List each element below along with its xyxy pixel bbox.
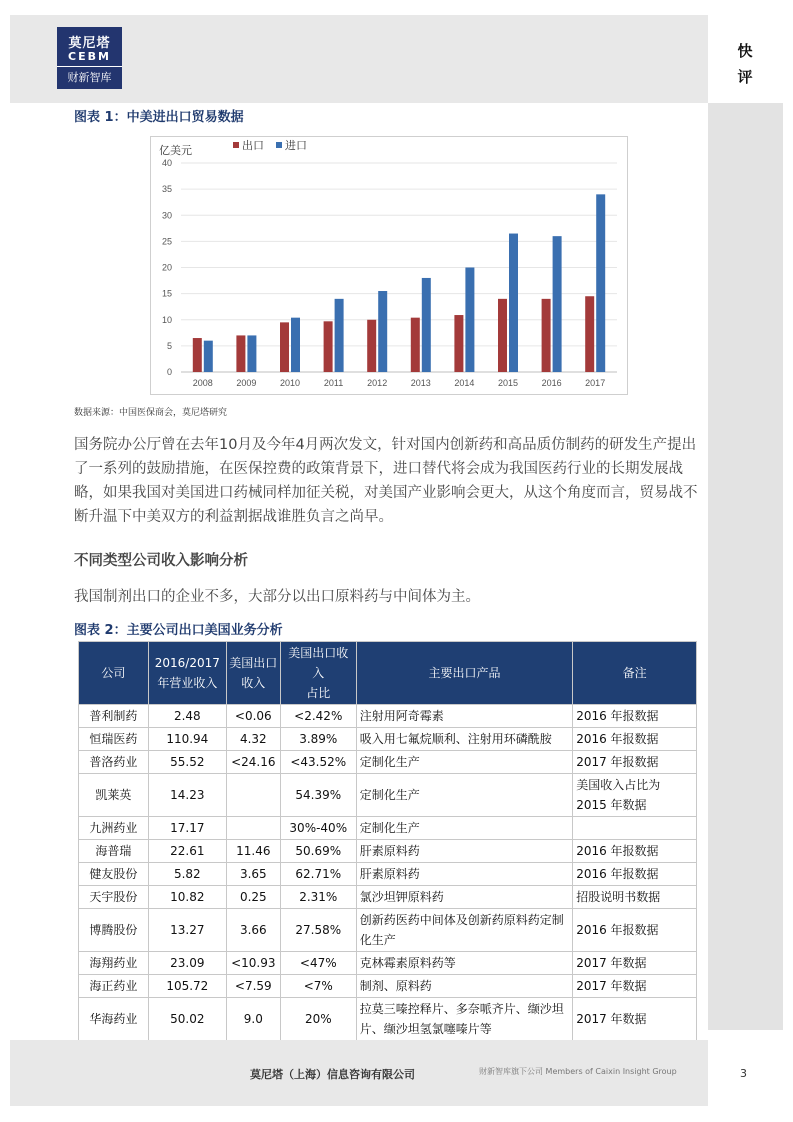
table-row — [79, 975, 697, 998]
y-tick-label: 35 — [161, 184, 172, 195]
cell-revenue: 50.02 — [148, 998, 226, 1041]
y-axis-label: 亿美元 — [159, 144, 192, 157]
cell-revenue: 10.82 — [148, 886, 226, 909]
logo-cn: 莫尼塔 — [68, 36, 111, 51]
cell-products: 注射用阿奇霉素 — [356, 705, 572, 728]
cell-company: 普洛药业 — [79, 751, 149, 774]
bar-import — [378, 291, 387, 372]
table-row — [79, 705, 697, 728]
y-tick-label: 20 — [161, 262, 172, 273]
cell-us-ratio: 27.58% — [280, 909, 356, 952]
bar-export — [585, 296, 594, 372]
header-notes: 备注 — [573, 642, 697, 705]
x-tick-label: 2016 — [541, 378, 562, 388]
cell-company: 普利制药 — [79, 705, 149, 728]
cell-revenue: 105.72 — [148, 975, 226, 998]
sidebar-band — [708, 103, 783, 1030]
x-tick-label: 2008 — [192, 378, 213, 388]
header-products: 主要出口产品 — [356, 642, 572, 705]
cell-revenue: 14.23 — [148, 774, 226, 817]
x-tick-label: 2013 — [410, 378, 431, 388]
cell-us-revenue — [226, 774, 280, 817]
cell-products: 拉莫三嗪控释片、多奈哌齐片、缬沙坦片、缬沙坦氢氯噻嗪片等 — [356, 998, 572, 1041]
cell-notes: 招股说明书数据 — [573, 886, 697, 909]
cell-company: 海正药业 — [79, 975, 149, 998]
legend-swatch — [276, 142, 282, 148]
bar-export — [367, 320, 376, 372]
header-company: 公司 — [79, 642, 149, 705]
bar-export — [454, 315, 463, 372]
header-revenue: 2016/2017 年营业收入 — [148, 642, 226, 705]
x-tick-label: 2017 — [585, 378, 606, 388]
cell-us-revenue: <7.59 — [226, 975, 280, 998]
bar-export — [411, 318, 420, 372]
table-row — [79, 886, 697, 909]
bar-export — [193, 338, 202, 372]
cell-products: 肝素原料药 — [356, 840, 572, 863]
report-type-tag: 快 评 — [737, 42, 753, 86]
bar-import — [291, 318, 300, 372]
cell-company: 博腾股份 — [79, 909, 149, 952]
cell-notes — [573, 817, 697, 840]
table-row — [79, 863, 697, 886]
bar-import — [465, 268, 474, 373]
cell-company: 海翔药业 — [79, 952, 149, 975]
cell-products: 定制化生产 — [356, 751, 572, 774]
footer-company: 莫尼塔（上海）信息咨询有限公司 — [250, 1068, 415, 1081]
cell-products: 氯沙坦钾原料药 — [356, 886, 572, 909]
y-tick-label: 30 — [161, 210, 172, 221]
cell-us-ratio: 20% — [280, 998, 356, 1041]
bar-import — [247, 335, 256, 372]
cell-products: 创新药医药中间体及创新药原料药定制化生产 — [356, 909, 572, 952]
footer-subtitle: 财新智库旗下公司 Members of Caixin Insight Group — [479, 1067, 677, 1076]
cell-notes: 2016 年报数据 — [573, 728, 697, 751]
cell-company: 凯莱英 — [79, 774, 149, 817]
legend-swatch — [233, 142, 239, 148]
cell-notes: 2016 年报数据 — [573, 840, 697, 863]
paragraph-policy: 国务院办公厅曾在去年10月及今年4月两次发文，针对国内创新药和高品质仿制药的研发生产提出了一系列的鼓励措施，在医保控费的政策背景下，进口替代将会成为我国医药行业的长期发展战略，如果我国对美国进口药械同样加征关税，对美国产业影响会更大，从这个角度而言，贸易战不断升温下中美双方的利益割据战谁胜负言之尚早。 — [74, 437, 698, 525]
x-tick-label: 2010 — [279, 378, 301, 388]
figure2-title: 图表 2：主要公司出口美国业务分析 — [74, 623, 283, 638]
legend-label: 进口 — [285, 139, 307, 152]
cell-revenue: 2.48 — [148, 705, 226, 728]
bar-import — [335, 299, 344, 372]
y-tick-label: 40 — [161, 158, 172, 168]
cell-us-ratio: 30%-40% — [280, 817, 356, 840]
x-tick-label: 2009 — [236, 378, 257, 388]
cell-notes: 2017 年数据 — [573, 952, 697, 975]
table-row — [79, 751, 697, 774]
cell-notes: 2017 年报数据 — [573, 751, 697, 774]
cell-products: 定制化生产 — [356, 817, 572, 840]
table-row — [79, 952, 697, 975]
cell-us-revenue: <24.16 — [226, 751, 280, 774]
header-us-revenue: 美国出口 收入 — [226, 642, 280, 705]
bar-export — [324, 321, 333, 372]
cell-us-ratio: <47% — [280, 952, 356, 975]
cell-notes: 2016 年报数据 — [573, 909, 697, 952]
cell-us-ratio: <43.52% — [280, 751, 356, 774]
table-row — [79, 774, 697, 817]
cell-us-ratio: 50.69% — [280, 840, 356, 863]
cell-products: 肝素原料药 — [356, 863, 572, 886]
bar-export — [542, 299, 551, 372]
y-tick-label: 25 — [161, 236, 172, 247]
cell-notes: 2017 年数据 — [573, 975, 697, 998]
logo-sub: 财新智库 — [57, 66, 122, 85]
cell-notes: 美国收入占比为 2015 年数据 — [573, 774, 697, 817]
company-logo — [57, 27, 122, 89]
cell-us-ratio: 54.39% — [280, 774, 356, 817]
cell-notes: 2016 年报数据 — [573, 863, 697, 886]
x-tick-label: 2014 — [454, 378, 475, 388]
bar-import — [422, 278, 431, 372]
trade-bar-chart — [151, 137, 627, 394]
figure1-source: 数据来源：中国医保商会，莫尼塔研究 — [74, 408, 228, 418]
cell-us-ratio: <7% — [280, 975, 356, 998]
x-tick-label: 2012 — [367, 378, 388, 388]
cell-company: 海普瑞 — [79, 840, 149, 863]
logo-en: CEBM — [68, 50, 111, 63]
y-tick-label: 10 — [161, 314, 172, 325]
bar-export — [236, 335, 245, 372]
header-us-ratio: 美国出口收入 占比 — [280, 642, 356, 705]
table-row — [79, 728, 697, 751]
cell-company: 华海药业 — [79, 998, 149, 1041]
y-tick-label: 0 — [166, 367, 172, 377]
cell-us-revenue — [226, 817, 280, 840]
cell-us-ratio: 2.31% — [280, 886, 356, 909]
cell-revenue: 23.09 — [148, 952, 226, 975]
bar-import — [596, 194, 605, 372]
bar-import — [553, 236, 562, 372]
cell-revenue: 13.27 — [148, 909, 226, 952]
cell-us-revenue: 3.66 — [226, 909, 280, 952]
table-row — [79, 998, 697, 1041]
bar-import — [509, 234, 518, 372]
company-export-table — [78, 641, 697, 1041]
cell-revenue: 17.17 — [148, 817, 226, 840]
table-row — [79, 817, 697, 840]
cell-us-ratio: 3.89% — [280, 728, 356, 751]
cell-us-revenue: 9.0 — [226, 998, 280, 1041]
x-tick-label: 2011 — [323, 378, 344, 388]
cell-us-revenue: <10.93 — [226, 952, 280, 975]
table-row — [79, 909, 697, 952]
cell-us-ratio: 62.71% — [280, 863, 356, 886]
x-tick-label: 2015 — [497, 378, 519, 388]
paragraph-export: 我国制剂出口的企业不多，大部分以出口原料药与中间体为主。 — [74, 589, 480, 605]
legend-label: 出口 — [242, 139, 264, 152]
cell-us-revenue: 3.65 — [226, 863, 280, 886]
cell-us-revenue: 11.46 — [226, 840, 280, 863]
y-tick-label: 5 — [166, 340, 172, 351]
y-tick-label: 15 — [161, 288, 172, 299]
cell-revenue: 110.94 — [148, 728, 226, 751]
cell-notes: 2017 年数据 — [573, 998, 697, 1041]
cell-products: 吸入用七氟烷顺利、注射用环磷酰胺 — [356, 728, 572, 751]
page-number: 3 — [740, 1067, 747, 1080]
bar-export — [498, 299, 507, 372]
cell-revenue: 22.61 — [148, 840, 226, 863]
cell-us-revenue: 4.32 — [226, 728, 280, 751]
cell-products: 制剂、原料药 — [356, 975, 572, 998]
cell-company: 恒瑞医药 — [79, 728, 149, 751]
figure1-title: 图表 1：中美进出口贸易数据 — [74, 110, 244, 125]
table-row — [79, 840, 697, 863]
cell-us-revenue: <0.06 — [226, 705, 280, 728]
cell-company: 健友股份 — [79, 863, 149, 886]
bar-import — [204, 341, 213, 372]
cell-products: 克林霉素原料药等 — [356, 952, 572, 975]
cell-us-revenue: 0.25 — [226, 886, 280, 909]
chart-frame — [150, 136, 628, 395]
cell-revenue: 55.52 — [148, 751, 226, 774]
bar-export — [280, 322, 289, 372]
cell-company: 九洲药业 — [79, 817, 149, 840]
cell-products: 定制化生产 — [356, 774, 572, 817]
cell-notes: 2016 年报数据 — [573, 705, 697, 728]
cell-revenue: 5.82 — [148, 863, 226, 886]
cell-us-ratio: <2.42% — [280, 705, 356, 728]
section-heading: 不同类型公司收入影响分析 — [74, 553, 248, 569]
table-header-row — [79, 642, 697, 705]
cell-company: 天宇股份 — [79, 886, 149, 909]
